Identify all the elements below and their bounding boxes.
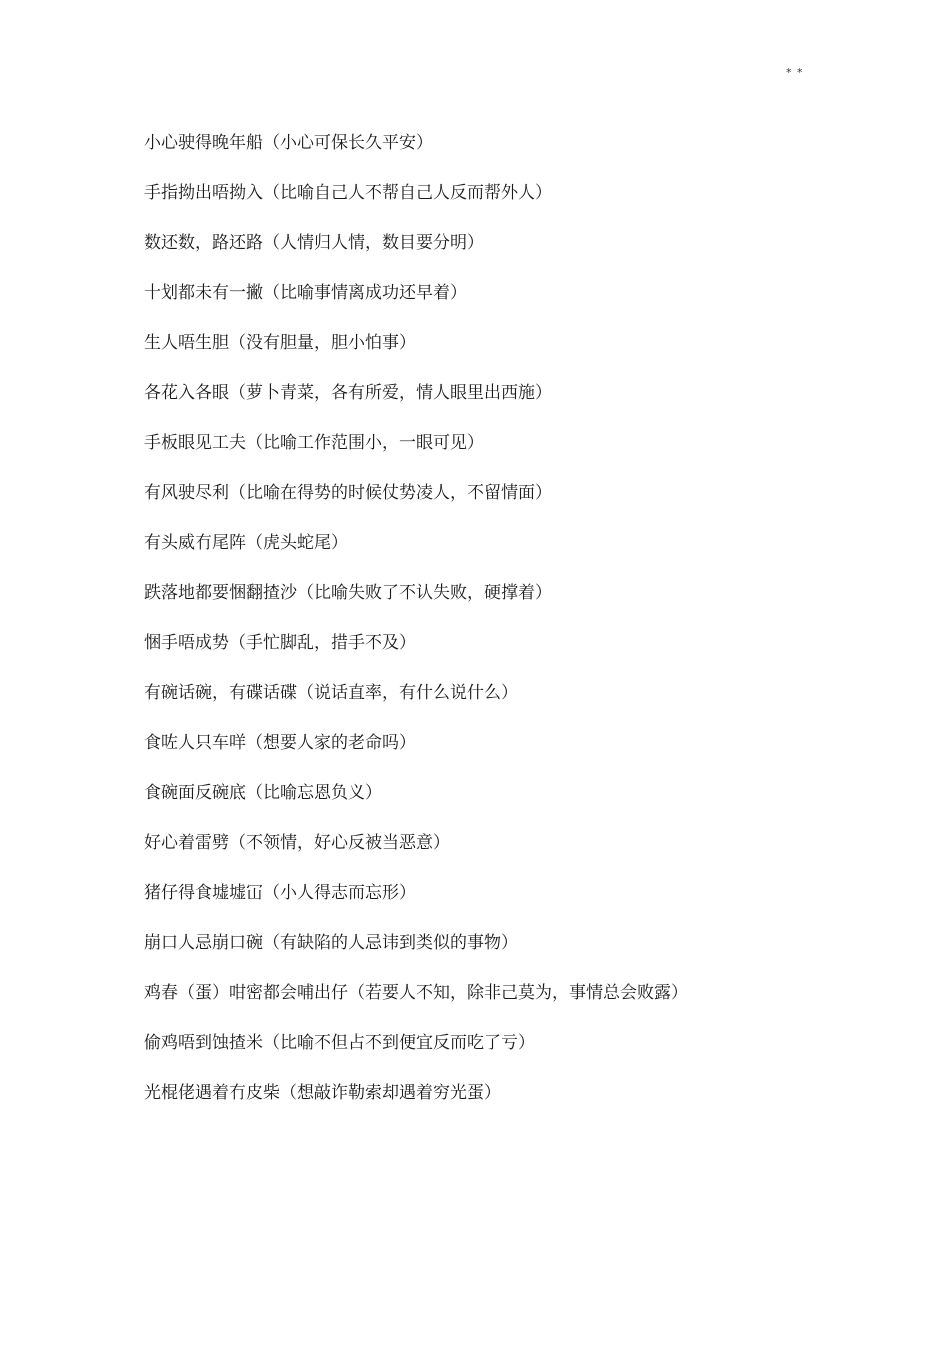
idiom-item: 光棍佬遇着冇皮柴（想敲诈勒索却遇着穷光蛋） <box>144 1083 501 1103</box>
idiom-item: 数还数，路还路（人情归人情，数目要分明） <box>144 233 484 253</box>
idiom-item: 好心着雷劈（不领情，好心反被当恶意） <box>144 833 450 853</box>
idiom-item: 手板眼见工夫（比喻工作范围小，一眼可见） <box>144 433 484 453</box>
idiom-item: 各花入各眼（萝卜青菜，各有所爱，情人眼里出西施） <box>144 383 552 403</box>
idiom-list <box>144 130 864 1130</box>
idiom-item: 猪仔得食墟墟冚（小人得志而忘形） <box>144 883 416 903</box>
idiom-item: 十划都未有一撇（比喻事情离成功还早着） <box>144 283 467 303</box>
idiom-item: 有碗话碗，有碟话碟（说话直率，有什么说什么） <box>144 683 518 703</box>
idiom-item: 有风驶尽利（比喻在得势的时候仗势凌人，不留情面） <box>144 483 552 503</box>
idiom-item: 手指拗出唔拗入（比喻自己人不帮自己人反而帮外人） <box>144 183 552 203</box>
idiom-item: 生人唔生胆（没有胆量，胆小怕事） <box>144 333 416 353</box>
idiom-item: 悃手唔成势（手忙脚乱，措手不及） <box>144 633 416 653</box>
idiom-item: 偷鸡唔到蚀揸米（比喻不但占不到便宜反而吃了亏） <box>144 1033 535 1053</box>
idiom-item: 鸡春（蛋）咁密都会哺出仔（若要人不知，除非己莫为，事情总会败露） <box>144 983 688 1003</box>
header-mark: * * <box>786 66 804 79</box>
idiom-item: 崩口人忌崩口碗（有缺陷的人忌讳到类似的事物） <box>144 933 518 953</box>
idiom-item: 小心驶得晚年船（小心可保长久平安） <box>144 133 433 153</box>
idiom-item: 跌落地都要悃翻揸沙（比喻失败了不认失败，硬撑着） <box>144 583 552 603</box>
idiom-item: 食碗面反碗底（比喻忘恩负义） <box>144 783 382 803</box>
idiom-item: 食咗人只车咩（想要人家的老命吗） <box>144 733 416 753</box>
idiom-item: 有头威冇尾阵（虎头蛇尾） <box>144 533 348 553</box>
